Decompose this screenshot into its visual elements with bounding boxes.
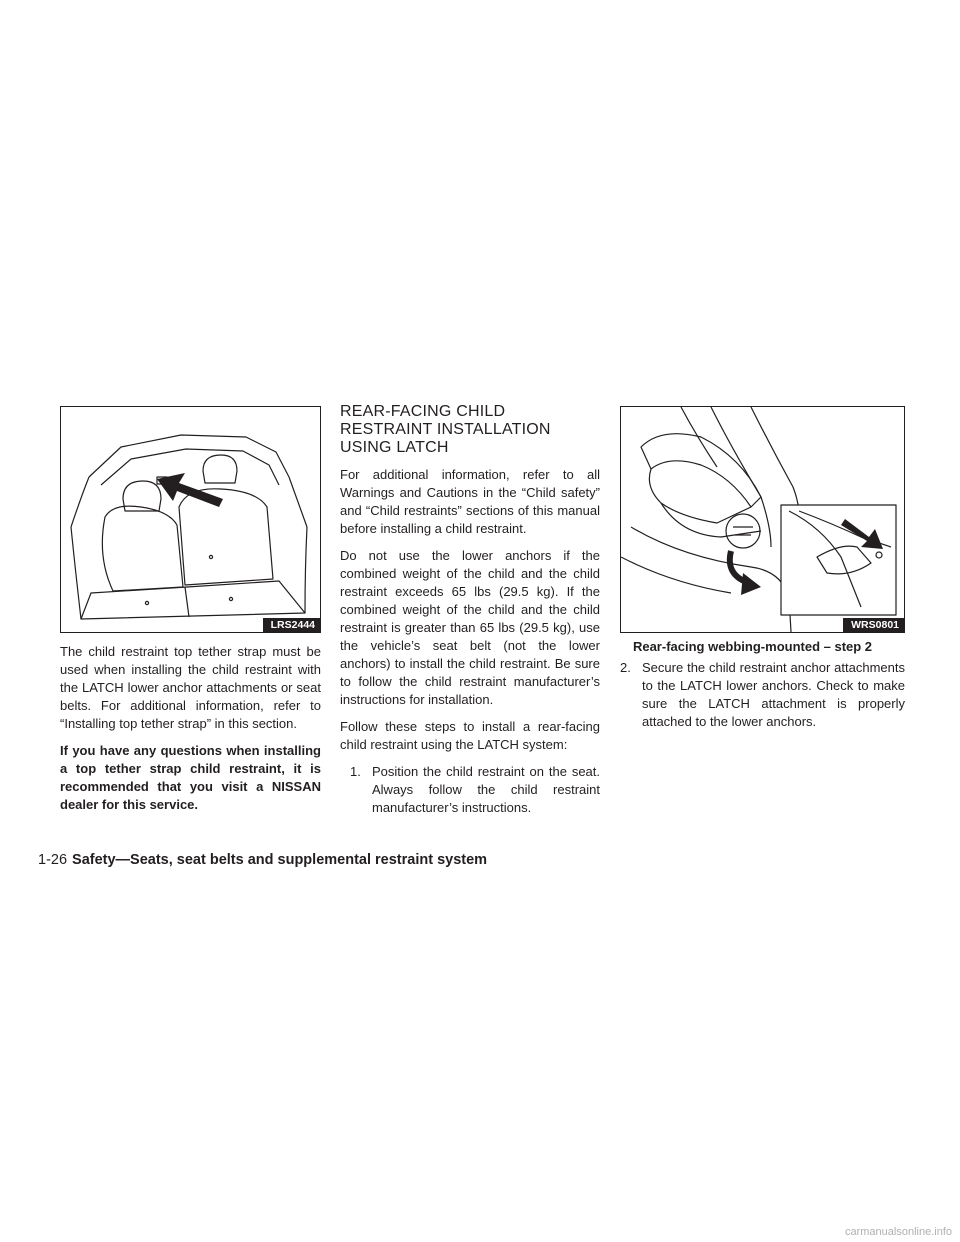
section-heading: REAR-FACING CHILD RESTRAINT INSTALLATION USING LATCH bbox=[340, 403, 551, 456]
latch-attachment-illustration bbox=[620, 406, 905, 633]
section-title: Safety—Seats, seat belts and supplemental restraint system bbox=[72, 852, 488, 868]
watermark: carmanualsonline.info bbox=[844, 1226, 952, 1238]
rear-seat-tether-illustration bbox=[60, 406, 321, 633]
weight-limit-paragraph: Do not use the lower anchors if the combined weight of the child and the child restraint exceeds 65 lbs (29.5 kg). If the combined weight of the child and the child restraint is greater than 65 lbs (29.5 kg), use the vehicle’s seat belt (not the lower anchors) to install the child restraint. Be sure to follow the child restraint manufacturer’s instructions for installation. bbox=[340, 548, 600, 707]
warnings-paragraph: For additional information, refer to all Warnings and Cautions in the “Child safety” and “Child restraints” sections of this manual before installing a child restraint. bbox=[340, 467, 600, 536]
left-column bbox=[60, 406, 321, 823]
page-footer bbox=[38, 852, 487, 868]
step-text: Secure the child restraint anchor attachments to the LATCH lower anchors. Check to make sure the LATCH attachment is properly attached to the lower anchors. bbox=[642, 660, 905, 729]
step-text: Position the child restraint on the seat. Always follow the child restraint manufacturer’s instructions. bbox=[372, 764, 600, 815]
step-number: 2. bbox=[620, 660, 631, 675]
dealer-advice-paragraph: If you have any questions when installing a top tether strap child restraint, it is recommended that you visit a NISSAN dealer for this service. bbox=[60, 743, 321, 812]
step-2 bbox=[620, 659, 905, 731]
rear-seat-drawing bbox=[61, 407, 320, 632]
tether-paragraph: The child restraint top tether strap must be used when installing the child restraint with the LATCH lower anchor attachments or seat belts. For additional information, refer to “Installing top tether strap” in this section. bbox=[60, 644, 321, 731]
steps-intro-paragraph: Follow these steps to install a rear-facing child restraint using the LATCH system: bbox=[340, 719, 600, 752]
figure-code: LRS2444 bbox=[263, 618, 320, 632]
figure-code: WRS0801 bbox=[843, 618, 904, 632]
curved-arrow-icon bbox=[741, 573, 761, 595]
arrow-icon bbox=[157, 473, 223, 507]
child-seat-drawing bbox=[621, 407, 904, 632]
right-column bbox=[620, 406, 905, 740]
figure-caption: Rear-facing webbing-mounted – step 2 bbox=[632, 639, 873, 654]
middle-column bbox=[340, 403, 600, 826]
page-number: 1-26 bbox=[38, 852, 68, 868]
step-number: 1. bbox=[350, 764, 361, 779]
step-1 bbox=[340, 763, 600, 817]
